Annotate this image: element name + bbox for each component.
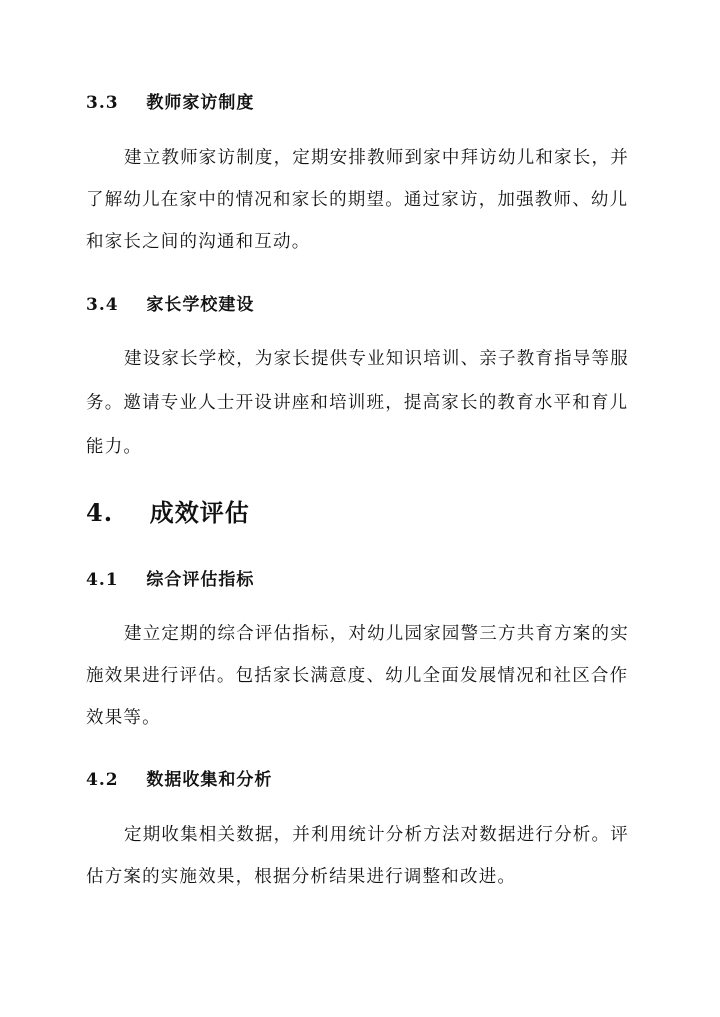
chapter-heading-4: [86, 493, 250, 528]
section-number: 4.2: [86, 770, 119, 790]
section-number: 4.1: [86, 570, 119, 590]
section-number: 3.4: [86, 295, 119, 315]
paragraph-line: 建立定期的综合评估指标，对幼儿园家园警三方共育方案的实: [124, 624, 629, 644]
section-heading-4-2: [86, 765, 272, 790]
section-paragraph-3-3: [86, 148, 646, 268]
paragraph-line: 了解幼儿在家中的情况和家长的期望。通过家访，加强教师、幼儿: [86, 190, 629, 210]
section-heading-4-1: [86, 565, 254, 590]
section-title: 教师家访制度: [146, 93, 255, 113]
paragraph-line: 估方案的实施效果，根据分析结果进行调整和改进。: [86, 867, 517, 887]
paragraph-line: 建设家长学校，为家长提供专业知识培训、亲子教育指导等服: [124, 349, 629, 369]
paragraph-line: 效果等。: [86, 708, 161, 728]
section-title: 数据收集和分析: [146, 770, 273, 790]
section-paragraph-4-1: [86, 624, 646, 744]
paragraph-line: 建立教师家访制度，定期安排教师到家中拜访幼儿和家长，并: [124, 148, 629, 168]
chapter-title: 成效评估: [149, 498, 250, 527]
chapter-number: 4.: [86, 498, 114, 527]
paragraph-line: 施效果进行评估。包括家长满意度、幼儿全面发展情况和社区合作: [86, 666, 629, 686]
section-paragraph-3-4: [86, 349, 646, 469]
paragraph-line: 和家长之间的沟通和互动。: [86, 232, 311, 252]
section-heading-3-4: [86, 290, 254, 315]
paragraph-line: 务。邀请专业人士开设讲座和培训班，提高家长的教育水平和育儿: [86, 393, 629, 413]
section-title: 家长学校建设: [146, 295, 255, 315]
section-title: 综合评估指标: [146, 570, 255, 590]
section-heading-3-3: [86, 88, 254, 113]
section-number: 3.3: [86, 93, 119, 113]
paragraph-line: 能力。: [86, 437, 143, 457]
paragraph-line: 定期收集相关数据，并利用统计分析方法对数据进行分析。评: [124, 825, 629, 845]
section-paragraph-4-2: [86, 825, 646, 905]
